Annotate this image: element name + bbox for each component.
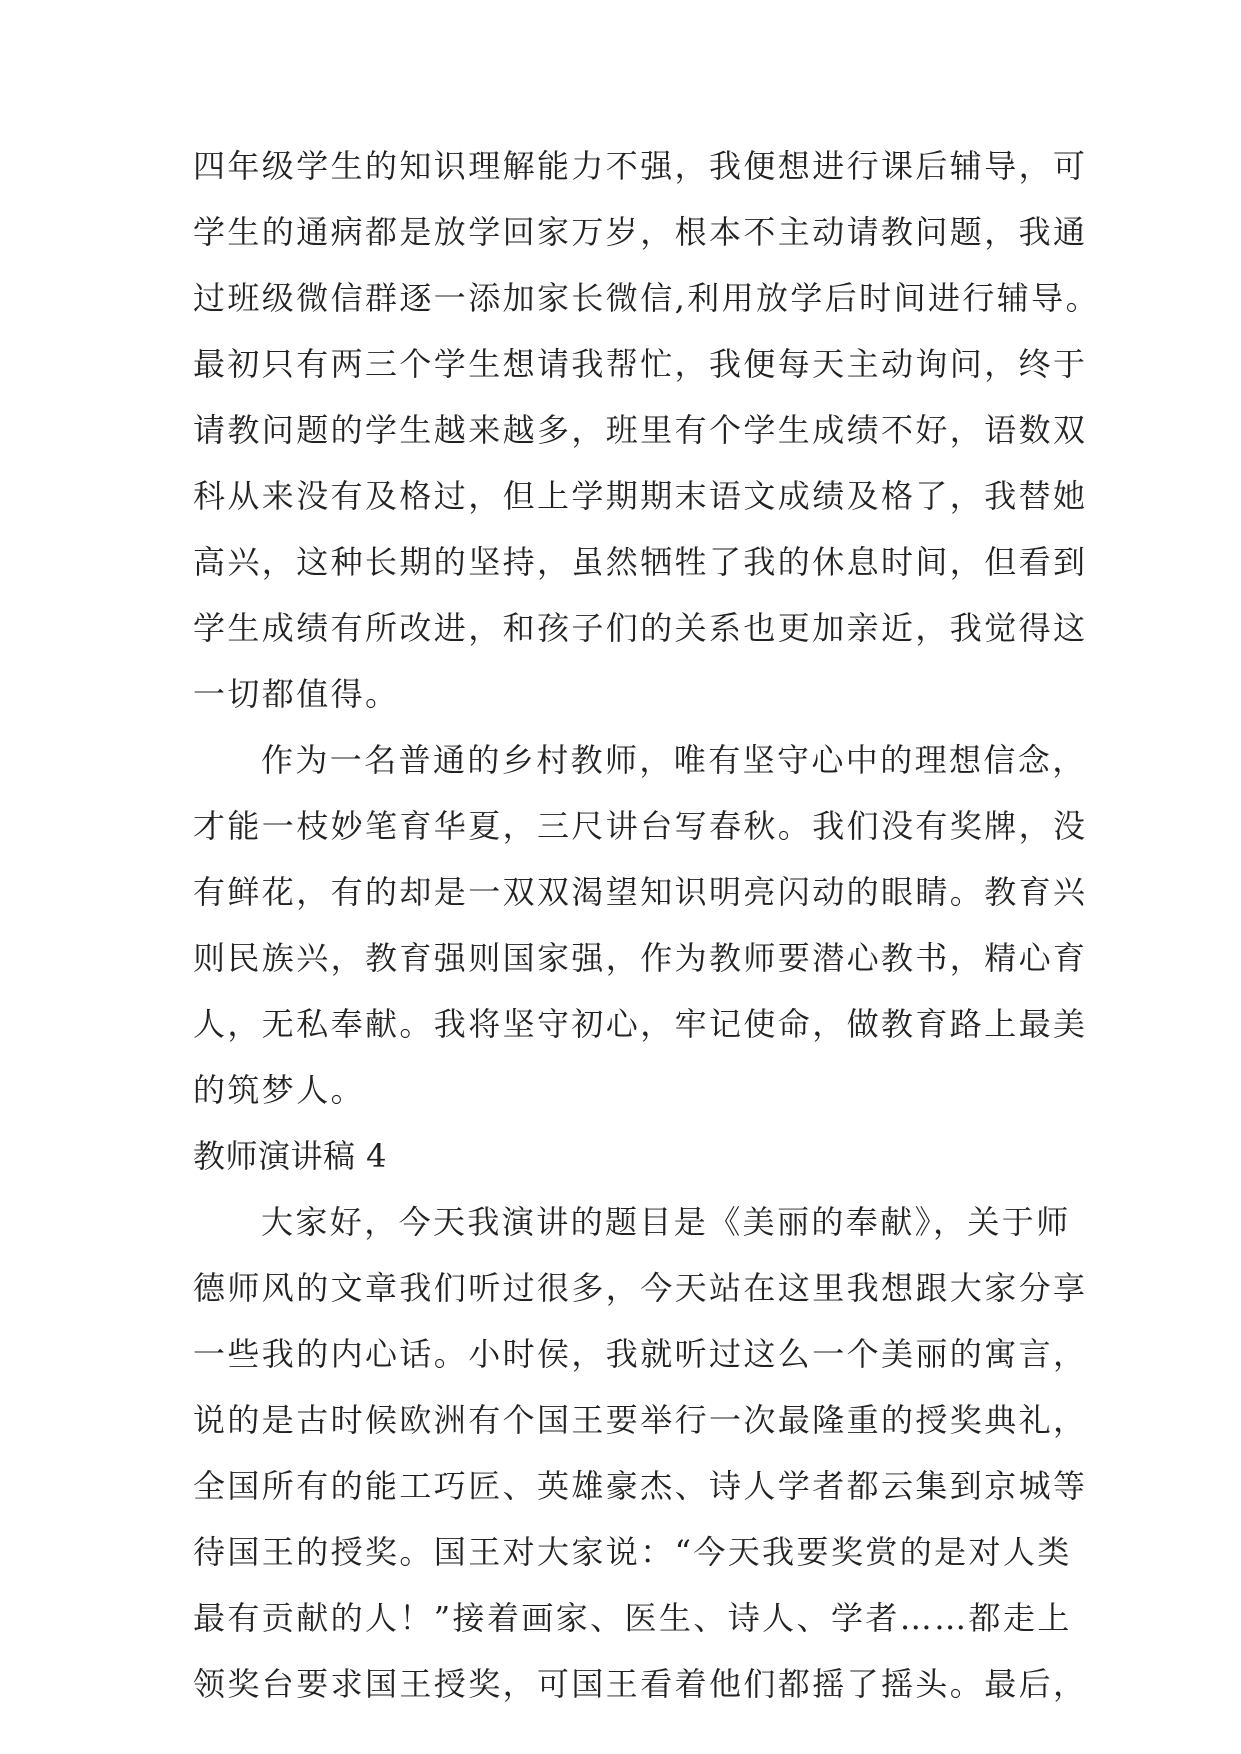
paragraph-first-line: 作为一名普通的乡村教师，唯有坚守心中的理想信念，	[261, 741, 1087, 779]
body-text-line: 说的是古时候欧洲有个国王要举行一次最隆重的授奖典礼，	[193, 1401, 1088, 1439]
body-text-line: 一些我的内心话。小时侯，我就听过这么一个美丽的寓言，	[193, 1335, 1088, 1373]
body-text-line: 学生的通病都是放学回家万岁，根本不主动请教问题，我通	[193, 213, 1088, 251]
body-text-line: 待国王的授奖。国王对大家说：“今天我要奖赏的是对人类	[193, 1533, 1072, 1571]
body-text-line: 最初只有两三个学生想请我帮忙，我便每天主动询问，终于	[193, 345, 1088, 383]
body-text-line: 全国所有的能工巧匠、英雄豪杰、诗人学者都云集到京城等	[193, 1467, 1088, 1505]
body-text-line: 则民族兴，教育强则国家强，作为教师要潜心教书，精心育	[193, 939, 1088, 977]
body-text-line: 请教问题的学生越来越多，班里有个学生成绩不好，语数双	[193, 411, 1088, 449]
body-text-line: 德师风的文章我们听过很多，今天站在这里我想跟大家分享	[193, 1269, 1088, 1307]
body-text-line: 四年级学生的知识理解能力不强，我便想进行课后辅导，可	[193, 147, 1088, 185]
body-text-line: 科从来没有及格过，但上学期期末语文成绩及格了，我替她	[193, 477, 1088, 515]
body-text-line: 才能一枝妙笔育华夏，三尺讲台写春秋。我们没有奖牌，没	[193, 807, 1088, 845]
body-text-line: 学生成绩有所改进，和孩子们的关系也更加亲近，我觉得这	[193, 609, 1088, 647]
body-text-line: 高兴，这种长期的坚持，虽然牺牲了我的休息时间，但看到	[193, 543, 1088, 581]
body-text-line: 有鲜花，有的却是一双双渴望知识明亮闪动的眼睛。教育兴	[193, 873, 1088, 911]
section-heading: 教师演讲稿 4	[193, 1137, 388, 1175]
body-text-line: 人，无私奉献。我将坚守初心，牢记使命，做教育路上最美	[193, 1005, 1088, 1043]
body-text-line: 领奖台要求国王授奖，可国王看着他们都摇了摇头。最后，	[193, 1665, 1088, 1703]
body-text-line: 的筑梦人。	[193, 1071, 366, 1109]
body-text-line: 过班级微信群逐一添加家长微信,利用放学后时间进行辅导。	[193, 279, 1100, 317]
body-text-line: 最有贡献的人！”接着画家、医生、诗人、学者……都走上	[193, 1599, 1072, 1637]
body-text-line: 一切都值得。	[193, 675, 400, 713]
paragraph-first-line: 大家好，今天我演讲的题目是《美丽的奉献》，关于师	[261, 1203, 1071, 1241]
